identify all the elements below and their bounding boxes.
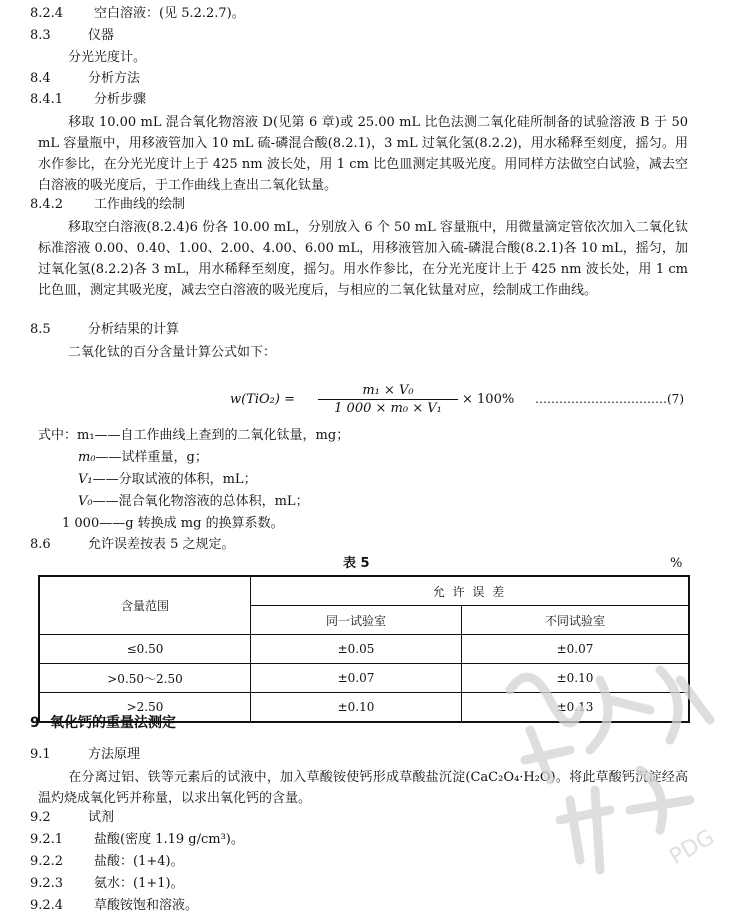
var-def-m1 [38, 427, 349, 445]
header-same-lab: 同一试验室 [251, 606, 462, 635]
var-def-m0 [78, 449, 208, 467]
cell-range: >2.50 [39, 693, 251, 723]
formula-tail: × 100% [462, 392, 515, 407]
var-description: ——分取试液的体积，mL； [92, 472, 257, 487]
var-symbol: 1 000 [62, 516, 100, 531]
clause-number: 8.6 [30, 537, 51, 552]
clause-8-2-4 [0, 5, 245, 23]
clause-number: 8.4.1 [30, 92, 64, 107]
clause-title: 分析结果的计算 [88, 322, 180, 337]
clause-title: 分析步骤 [94, 92, 147, 107]
clause-8-3 [0, 27, 114, 45]
cell-same: ±0.10 [251, 693, 462, 723]
clause-8-4-1-body [38, 112, 688, 196]
chapter-number: 9 [30, 715, 40, 731]
reagent-text: 草酸铵饱和溶液。 [94, 898, 199, 913]
reagent-9-2-2 [0, 853, 184, 871]
paragraph-text: 移取 10.00 mL 混合氧化物溶液 D(见第 6 章)或 25.00 mL 比色法测二氧化硅所制备的试验溶液 B 于 50 mL 容量瓶中，用移液管加入 10 mL 硫-磷混合酸(8.2.1)，3 mL 过氧化氢(8.2.2)，用水稀释至刻度，摇匀。用水作参比，在分光光度计上于 425 nm 波长处，用 1 cm 比色皿测定其吸光度。用同样方法做空白试验，减去空白溶液的吸光度后，于工作曲线上查出二氧化钛量。 [38, 115, 688, 193]
clause-8-4-1 [0, 91, 146, 109]
var-def-1000 [62, 515, 284, 533]
reagent-9-2-3 [0, 875, 184, 893]
clause-text: 允许误差按表 5 之规定。 [88, 537, 235, 552]
clause-number: 9.2.3 [30, 876, 64, 891]
formula-numerator: m₁ × V₀ [318, 383, 458, 400]
formula-fraction [318, 383, 458, 416]
reagent-9-2-4 [0, 897, 198, 915]
clause-9-1 [0, 746, 140, 764]
clause-title: 仪器 [88, 28, 115, 43]
var-symbol: m₀ [78, 450, 96, 465]
formula-denominator: 1 000 × m₀ × V₁ [334, 401, 442, 416]
var-symbol: V₀ [78, 494, 93, 509]
table-header-row [39, 576, 689, 606]
clause-number: 9.2.2 [30, 854, 64, 869]
watermark-text: PDG [665, 824, 719, 871]
var-description: ——混合氧化物溶液的总体积，mL； [92, 494, 309, 509]
formula-lhs: w(TiO₂) = [230, 392, 295, 407]
cell-same: ±0.07 [251, 664, 462, 693]
formula-7 [230, 383, 690, 423]
reagent-9-2-1 [0, 831, 244, 849]
clause-number: 9.1 [30, 747, 51, 762]
cell-diff: ±0.13 [462, 693, 690, 723]
header-range: 含量范围 [39, 576, 251, 635]
clause-title: 方法原理 [88, 747, 141, 762]
var-def-v0 [78, 493, 309, 511]
clause-number: 8.5 [30, 322, 51, 337]
clause-number: 8.4.2 [30, 197, 64, 212]
chapter-title: 氧化钙的重量法测定 [50, 715, 176, 731]
clause-title: 试剂 [88, 810, 115, 825]
clause-number: 9.2 [30, 810, 51, 825]
var-description: ——自工作曲线上查到的二氧化钛量，mg； [94, 428, 350, 443]
clause-8-4-2-body [38, 217, 688, 301]
var-description: ——试样重量，g； [95, 450, 208, 465]
cell-diff: ±0.10 [462, 664, 690, 693]
reagent-text: 盐酸：(1+4)。 [94, 854, 184, 869]
clause-8-4-2 [0, 196, 185, 214]
var-symbol: 式中：m₁ [38, 428, 95, 443]
watermark-stamp [470, 640, 730, 880]
chapter-9 [0, 714, 176, 732]
cell-range: >0.50～2.50 [39, 664, 251, 693]
clause-8-3-body: 分光光度计。 [68, 50, 147, 65]
clause-number: 9.2.4 [30, 898, 64, 913]
clause-title: 分析方法 [88, 71, 141, 86]
clause-title: 工作曲线的绘制 [94, 197, 186, 212]
clause-number: 8.4 [30, 71, 51, 86]
var-symbol: V₁ [78, 472, 93, 487]
var-def-v1 [78, 471, 257, 489]
clause-8-5-body: 二氧化钛的百分含量计算公式如下： [68, 345, 277, 360]
reagent-text: 盐酸(密度 1.19 g/cm³)。 [94, 832, 244, 847]
header-tolerance-group: 允 许 误 差 [251, 576, 690, 606]
cell-diff: ±0.07 [462, 635, 690, 664]
paragraph-text: 移取空白溶液(8.2.4)6 份各 10.00 mL，分别放入 6 个 50 mL 容量瓶中，用微量滴定管依次加入二氧化钛标准溶液 0.00、0.40、1.00、2.00、4.00、6.00 mL，用移液管加入硫-磷混合酸(8.2.1)各 10 mL，摇匀，加过氧化氢(8.2.2)各 3 mL，用水稀释至刻度，摇匀。用水作参比，在分光光度计上于 425 nm 波长处，用 1 cm 比色皿，测定其吸光度，减去空白溶液的吸光度后，与相应的二氧化钛量对应，绘制成工作曲线。 [38, 220, 688, 298]
paragraph-text: 在分离过铝、铁等元素后的试液中，加入草酸铵使钙形成草酸盐沉淀(CaC₂O₄·H₂O)。将此草酸钙沉淀经高温灼烧成氧化钙并称量，以求出氧化钙的含量。 [38, 770, 688, 806]
clause-text: 空白溶液：(见 5.2.2.7)。 [94, 6, 245, 21]
clause-8-5 [0, 321, 179, 339]
clause-number: 8.3 [30, 28, 51, 43]
equation-number: ……………………………(7) [535, 392, 684, 406]
clause-9-2 [0, 809, 114, 827]
clause-8-6 [0, 536, 235, 554]
cell-range: ≤0.50 [39, 635, 251, 664]
header-diff-lab: 不同试验室 [462, 606, 690, 635]
reagent-text: 氨水：(1+1)。 [94, 876, 184, 891]
clause-number: 8.2.4 [30, 6, 64, 21]
table-caption: 表 5 [343, 556, 370, 571]
var-description: ——g 转换成 mg 的换算系数。 [99, 516, 284, 531]
table-unit: % [670, 556, 683, 571]
cell-same: ±0.05 [251, 635, 462, 664]
clause-number: 9.2.1 [30, 832, 64, 847]
clause-8-4 [0, 70, 140, 88]
